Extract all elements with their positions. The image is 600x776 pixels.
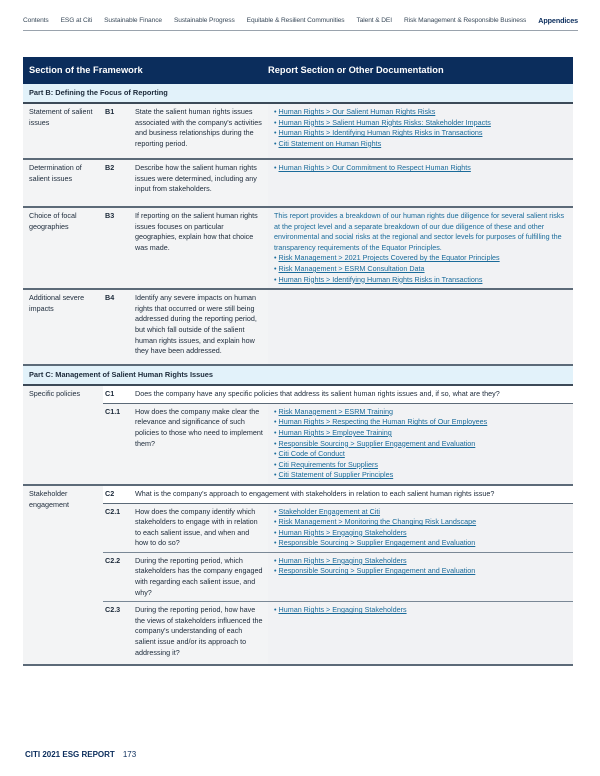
- reference-link-item: [274, 449, 567, 460]
- reference-link[interactable]: Responsible Sourcing > Supplier Engagement and Evaluation: [278, 566, 476, 576]
- response-cell: [268, 602, 573, 664]
- section-code: C2.3: [105, 605, 121, 615]
- reference-link-item: [274, 417, 567, 428]
- table-subrow: [103, 553, 573, 602]
- reference-link-item: [274, 264, 567, 275]
- section-code: C1.1: [105, 406, 121, 416]
- reference-link-item: [274, 605, 567, 616]
- section-question: State the salient human rights issues associated with the company's activities and business relationships during the reporting period.: [135, 107, 262, 148]
- header-col1: Section of the Framework: [29, 65, 143, 76]
- nav-appendices[interactable]: Appendices: [538, 16, 578, 25]
- section-question: What is the company's approach to engagement with stakeholders in relation to each salient human rights issue?: [135, 488, 495, 498]
- nav-risk-management[interactable]: Risk Management & Responsible Business: [403, 17, 527, 24]
- reference-link-item: [274, 118, 567, 129]
- response-cell: [268, 104, 573, 158]
- reference-link-item: [274, 107, 567, 118]
- reference-link-item: [274, 538, 567, 549]
- nav-sustainable-progress[interactable]: Sustainable Progress: [173, 17, 235, 24]
- section-label: Determination of salient issues: [29, 163, 82, 183]
- section-code: C2.1: [105, 506, 121, 516]
- section-question: How does the company identify which stakeholders to engage with in relation to each salient issue, and when and how to do so?: [135, 506, 258, 548]
- part-c-heading: Part C: Management of Salient Human Rights Issues: [23, 366, 573, 386]
- header-col2: Report Section or Other Documentation: [268, 65, 444, 76]
- reference-link[interactable]: Citi Code of Conduct: [278, 449, 345, 459]
- section-question: During the reporting period, which stakeholders has the company engaged with regarding each salient issue, and why?: [135, 555, 263, 597]
- reference-link-item: [274, 439, 567, 450]
- reference-link-item: [274, 566, 567, 577]
- section-code: C2: [105, 488, 115, 498]
- reference-link-item: [274, 139, 567, 150]
- table-header: [23, 57, 573, 84]
- reference-link-item: [274, 128, 567, 139]
- footer: [25, 750, 136, 761]
- response-cell: [268, 404, 573, 484]
- top-nav: [23, 16, 578, 31]
- section-label: Additional severe impacts: [29, 293, 85, 313]
- response-cell: [268, 290, 573, 364]
- reference-link[interactable]: Human Rights > Respecting the Human Rights of Our Employees: [278, 417, 488, 427]
- section-question: Identify any severe impacts on human rights that occurred or were still being addressed during the reporting period, but which fall outside of the salient human rights issues, and explain how they have been addressed.: [135, 293, 257, 356]
- reference-link[interactable]: Human Rights > Identifying Human Rights Risks in Transactions: [278, 128, 483, 138]
- reference-link[interactable]: Human Rights > Engaging Stakeholders: [278, 605, 407, 615]
- response-cell: [268, 504, 573, 552]
- reference-link[interactable]: Risk Management > ESRM Consultation Data: [278, 263, 425, 273]
- reference-link-item: [274, 460, 567, 471]
- section-code: B3: [105, 211, 115, 220]
- reference-link-item: [274, 517, 567, 528]
- reference-link[interactable]: Citi Requirements for Suppliers: [278, 459, 378, 469]
- reference-link[interactable]: Risk Management > Monitoring the Changing Risk Landscape: [278, 517, 477, 527]
- table-subrow: [103, 602, 573, 664]
- table-subrow: [103, 504, 573, 553]
- table-row: [23, 208, 573, 290]
- section-code: C1: [105, 389, 115, 399]
- section-question: Describe how the salient human rights issues were determined, including any input from stakeholders.: [135, 163, 257, 194]
- section-question: During the reporting period, how have the views of stakeholders influenced the company's understanding of each salient issue and/or its approach to addressing it?: [135, 605, 263, 657]
- nav-esg-at-citi[interactable]: ESG at Citi: [60, 17, 93, 24]
- reference-link[interactable]: Stakeholder Engagement at Citi: [278, 506, 381, 516]
- nav-talent-dei[interactable]: Talent & DEI: [356, 17, 392, 24]
- reference-link-item: [274, 507, 567, 518]
- reference-link[interactable]: Responsible Sourcing > Supplier Engagement and Evaluation: [278, 538, 476, 548]
- response-text: This report provides a breakdown of our human rights due diligence for several salient risks at the project level and a separate breakdown of our due diligence of these and other environmental and social risks at the regional and sector levels for purposes of fulfilling the transparency requirements of the Equator Principles.: [274, 211, 565, 252]
- reference-link[interactable]: Risk Management > ESRM Training: [278, 406, 393, 416]
- section-question: If reporting on the salient human rights issues focuses on particular geographies, explain how that choice was made.: [135, 211, 258, 252]
- section-code: B4: [105, 293, 115, 303]
- reference-link[interactable]: Human Rights > Salient Human Rights Risks: Stakeholder Impacts: [278, 117, 491, 127]
- table-row: [23, 290, 573, 366]
- reference-link[interactable]: Human Rights > Our Salient Human Rights Risks: [278, 107, 436, 116]
- response-cell: [268, 160, 573, 206]
- reference-link[interactable]: Citi Statement on Human Rights: [278, 138, 382, 148]
- section-code: B2: [105, 163, 115, 172]
- reference-link-item: [274, 407, 567, 418]
- footer-title: CITI 2021 ESG REPORT: [25, 750, 115, 759]
- nav-sustainable-finance[interactable]: Sustainable Finance: [104, 17, 162, 24]
- page-number: 173: [122, 750, 137, 759]
- reference-link[interactable]: Human Rights > Engaging Stakeholders: [278, 555, 407, 565]
- reference-link-item: [274, 428, 567, 439]
- part-b-heading: Part B: Defining the Focus of Reporting: [23, 84, 573, 104]
- response-cell: [268, 208, 573, 288]
- reference-link[interactable]: Human Rights > Engaging Stakeholders: [278, 527, 407, 537]
- reference-link[interactable]: Citi Statement of Supplier Principles: [278, 470, 394, 480]
- reference-link-item: [274, 253, 567, 264]
- reference-link[interactable]: Human Rights > Our Commitment to Respect Human Rights: [278, 163, 471, 172]
- table-subrow: [103, 404, 573, 484]
- section-code: B1: [105, 107, 115, 116]
- section-label: Stakeholder engagement: [29, 488, 69, 509]
- nav-contents[interactable]: Contents: [23, 17, 49, 24]
- section-label: Specific policies: [29, 389, 81, 399]
- table-row-group: [23, 386, 573, 486]
- response-cell: [268, 553, 573, 601]
- section-question: Does the company have any specific policies that address its salient human rights issues and, if so, what are they?: [135, 389, 500, 399]
- reference-link-item: [274, 528, 567, 539]
- table-row-group: [23, 486, 573, 666]
- reference-link[interactable]: Risk Management > 2021 Projects Covered by the Equator Principles: [278, 253, 500, 263]
- section-label: Statement of salient issues: [29, 107, 93, 127]
- table-row: [23, 104, 573, 160]
- section-label: Choice of focal geographies: [29, 211, 77, 231]
- section-code: C2.2: [105, 555, 121, 565]
- reference-link[interactable]: Human Rights > Identifying Human Rights Risks in Transactions: [278, 274, 483, 284]
- section-question: How does the company make clear the relevance and significance of such policies to those who need to implement them?: [135, 406, 263, 448]
- framework-table: [23, 57, 573, 666]
- nav-communities[interactable]: Equitable & Resilient Communities: [246, 17, 345, 24]
- reference-link-item: [274, 470, 567, 481]
- table-row: [23, 160, 573, 208]
- reference-link-item: [274, 163, 567, 174]
- reference-link[interactable]: Responsible Sourcing > Supplier Engagement and Evaluation: [278, 438, 476, 448]
- reference-link[interactable]: Human Rights > Employee Training: [278, 427, 392, 437]
- reference-link-item: [274, 275, 567, 286]
- reference-link-item: [274, 556, 567, 567]
